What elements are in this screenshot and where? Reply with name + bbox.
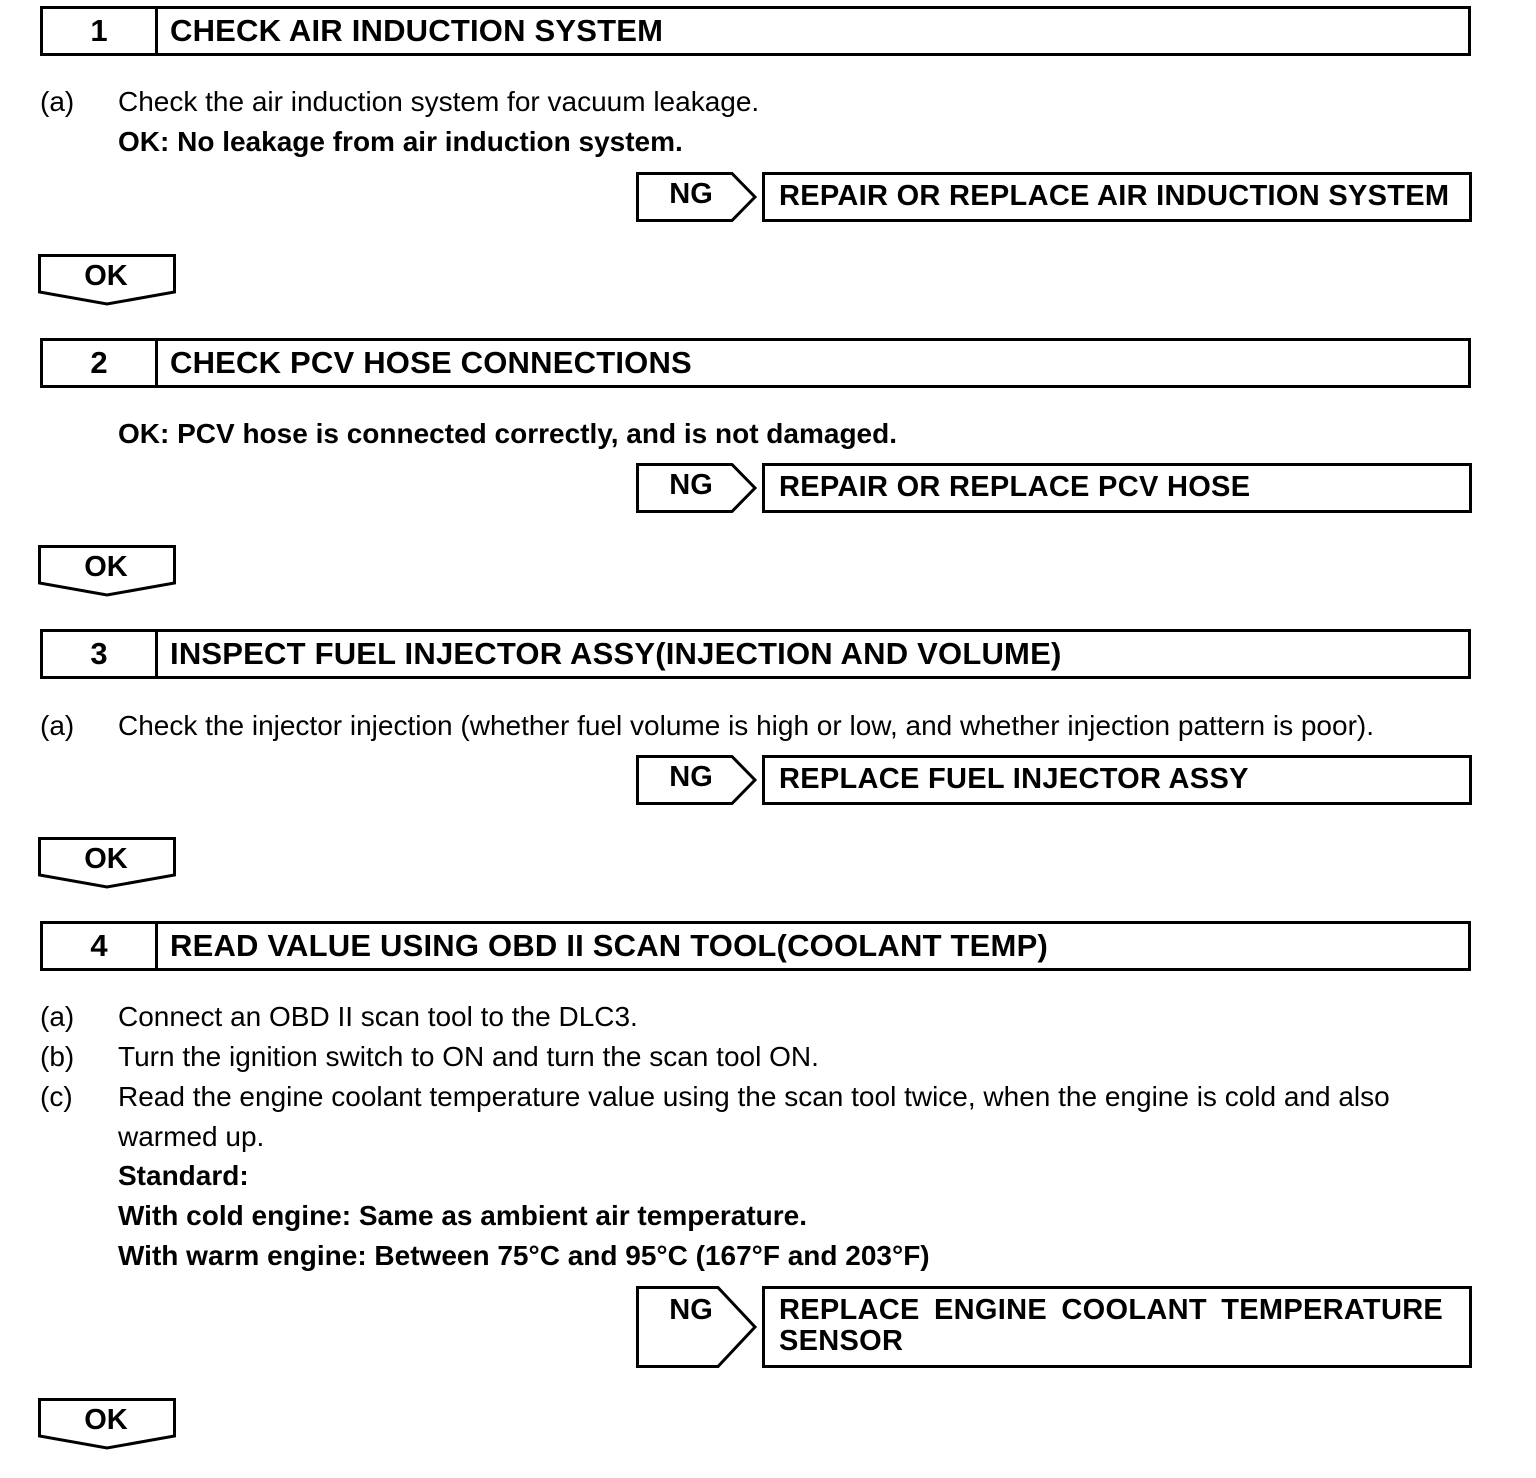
item-text: Check the injector injection (whether fuel volume is high or low, and whether injection pattern is poor). (118, 710, 1374, 741)
step-4-ok-tag (38, 1398, 176, 1450)
item-text: Check the air induction system for vacuum leakage. (118, 86, 760, 117)
step-4-item-c-continued (118, 1117, 264, 1157)
step-2-ng-label: NG (669, 469, 713, 501)
step-1-item-a (40, 82, 760, 122)
item-marker: (c) (40, 1081, 73, 1112)
step-2-ng-action (762, 463, 1472, 513)
step-3-ng-action (762, 755, 1472, 805)
item-marker: (a) (40, 1001, 75, 1032)
step-2-ng-arrow (636, 463, 758, 513)
step-3-header (40, 629, 1471, 679)
step-4-item-b (40, 1037, 819, 1077)
item-marker: (a) (40, 86, 75, 117)
step-2-number: 2 (43, 341, 158, 385)
step-3-ng-label: NG (669, 761, 713, 793)
step-1-header (40, 6, 1471, 56)
step-1-ng-action (762, 172, 1472, 222)
step-1-ng-label: NG (669, 178, 713, 210)
step-4-ng-label: NG (669, 1294, 713, 1326)
item-text: Turn the ignition switch to ON and turn the scan tool ON. (118, 1041, 819, 1072)
step-2-header (40, 338, 1471, 388)
item-marker: (a) (40, 710, 75, 741)
step-3-item-a (40, 706, 1374, 746)
step-3-number: 3 (43, 632, 158, 676)
ng-action-line: REPAIR OR REPLACE AIR INDUCTION SYSTEM (779, 180, 1450, 212)
step-4-ng-arrow (636, 1286, 758, 1368)
step-4-item-a (40, 997, 638, 1037)
step-3-title: INSPECT FUEL INJECTOR ASSY(INJECTION AND VOLUME) (170, 636, 1062, 671)
item-marker: (b) (40, 1041, 75, 1072)
step-3-ok-tag (38, 837, 176, 889)
step-4-header (40, 921, 1471, 971)
ng-action-line: SENSOR (779, 1325, 904, 1357)
step-2-ok-criteria: OK: PCV hose is connected correctly, and is not damaged. (118, 418, 897, 449)
step-4-ng-action (762, 1286, 1472, 1368)
step-3-ok-label: OK (84, 843, 128, 875)
step-1-title: CHECK AIR INDUCTION SYSTEM (170, 13, 664, 48)
item-text: Read the engine coolant temperature value using the scan tool twice, when the engine is cold and also (118, 1081, 1390, 1112)
ng-action-line: REPLACE ENGINE COOLANT TEMPERATURE (779, 1294, 1444, 1326)
step-1-ok-tag (38, 254, 176, 306)
item-text: warmed up. (118, 1121, 265, 1152)
step-3-ng-arrow (636, 755, 758, 805)
step-4-standard-warm: With warm engine: Between 75°C and 95°C (167°F and 203°F) (118, 1240, 930, 1271)
step-4-ok-label: OK (84, 1404, 128, 1436)
step-2-ok-label: OK (84, 551, 128, 583)
step-4-standard-label: Standard: (118, 1160, 249, 1191)
step-1-ng-arrow (636, 172, 758, 222)
step-2-title: CHECK PCV HOSE CONNECTIONS (170, 345, 692, 380)
step-2-ok-tag (38, 545, 176, 597)
step-1-number: 1 (43, 9, 158, 53)
ng-action-line: REPAIR OR REPLACE PCV HOSE (779, 471, 1251, 503)
step-4-number: 4 (43, 924, 158, 968)
step-1-ok-label: OK (84, 260, 128, 292)
ng-action-line: REPLACE FUEL INJECTOR ASSY (779, 763, 1249, 795)
step-4-standard-cold: With cold engine: Same as ambient air temperature. (118, 1200, 808, 1231)
step-4-item-c (40, 1077, 1390, 1117)
step-4-title: READ VALUE USING OBD II SCAN TOOL(COOLANT TEMP) (170, 928, 1048, 963)
step-1-ok-criteria: OK: No leakage from air induction system. (118, 126, 683, 157)
item-text: Connect an OBD II scan tool to the DLC3. (118, 1001, 638, 1032)
